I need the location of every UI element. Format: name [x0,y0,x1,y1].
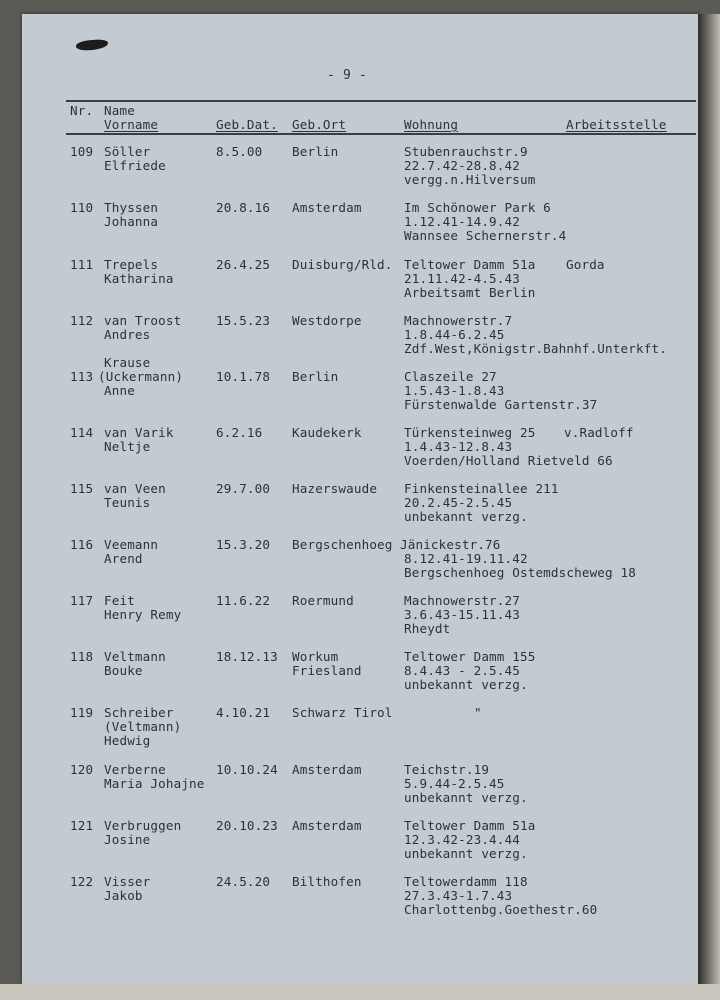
entry-residence-period: 22.7.42-28.8.42 [404,158,520,173]
entry-address: Im Schönower Park 6 [404,200,551,215]
entry-name: Veltmann [104,649,166,664]
entry-birth-date: 20.10.23 [216,818,278,833]
entry-residence-period: 27.3.43-1.7.43 [404,888,513,903]
entry-name: van Veen [104,481,166,496]
entry-birth-date: 6.2.16 [216,425,263,440]
entry-name-secondary: (Veltmann) [104,719,182,734]
entry-birth-date: 10.10.24 [216,762,278,777]
entry-birth-date: 15.5.23 [216,313,271,328]
entry-birth-place: Bilthofen [292,874,362,889]
entry-vorname: Anne [104,383,135,398]
entry-address: " [474,705,482,720]
entry-number: 117 [70,593,94,608]
entry-residence-note: unbekannt verzg. [404,509,528,524]
entry-name: Verbruggen [104,818,182,833]
entry-number: 110 [70,200,94,215]
entry-residence-period: 5.9.44-2.5.45 [404,776,505,791]
entry-birth-date: 18.12.13 [216,649,278,664]
entry-residence-note: Wannsee Schernerstr.4 [404,228,567,243]
entry-birth-place: Schwarz Tirol [292,705,393,720]
entry-number: 119 [70,705,94,720]
entry-workplace: Gorda [566,257,605,272]
entry-residence-note: unbekannt verzg. [404,677,528,692]
entry-name: (Uckermann) [98,369,184,384]
entry-residence-note: unbekannt verzg. [404,846,528,861]
entry-birth-place: Roermund [292,593,354,608]
page-number: - 9 - [327,68,367,83]
entry-vorname: Bouke [104,663,143,678]
entry-birth-place: Amsterdam [292,818,362,833]
entry-birth-place: Kaudekerk [292,425,362,440]
entry-vorname: Elfriede [104,158,166,173]
entry-birth-date: 10.1.78 [216,369,271,384]
entry-vorname: Maria Johajne [104,776,205,791]
entry-birth-place: Duisburg/Rld. [292,257,393,272]
entry-birth-date: 15.3.20 [216,537,271,552]
header-geb-dat: Geb.Dat. [216,117,278,132]
entry-address: Finkensteinallee 211 [404,481,559,496]
entry-name: Visser [104,874,151,889]
entry-residence-period: 8.4.43 - 2.5.45 [404,663,520,678]
entry-residence-note: Arbeitsamt Berlin [404,285,536,300]
scan-background-edge [698,14,720,1000]
entry-vorname: Henry Remy [104,607,182,622]
entry-name: Trepels [104,257,159,272]
entry-number: 122 [70,874,94,889]
entry-vorname: Johanna [104,214,159,229]
entry-birth-place: Berlin [292,144,339,159]
entry-residence-note: unbekannt verzg. [404,790,528,805]
header-bottom-rule [66,133,696,135]
entry-birth-place: Hazerswaude [292,481,378,496]
entry-residence-note: Rheydt [404,621,451,636]
entry-birth-place-region: Friesland [292,663,362,678]
header-arbeitsstelle: Arbeitsstelle [566,117,667,132]
entry-number: 118 [70,649,94,664]
entry-name: Thyssen [104,200,159,215]
entry-residence-period: 1.8.44-6.2.45 [404,327,505,342]
entry-residence-note: Charlottenbg.Goethestr.60 [404,902,598,917]
entry-workplace: v.Radloff [564,425,634,440]
entry-vorname: Neltje [104,439,151,454]
entry-address: Stubenrauchstr.9 [404,144,528,159]
entry-birth-date: 24.5.20 [216,874,271,889]
entry-residence-note: vergg.n.Hilversum [404,172,536,187]
entry-number: 120 [70,762,94,777]
entry-birth-place: Amsterdam [292,762,362,777]
entry-vorname: Hedwig [104,733,151,748]
entry-residence-period: 21.11.42-4.5.43 [404,271,520,286]
entry-number: 113 [70,369,94,384]
entry-residence-period: 1.5.43-1.8.43 [404,383,505,398]
entry-birth-date: 29.7.00 [216,481,271,496]
entry-birth-place: Bergschenhoeg [292,537,393,552]
entry-birth-date: 26.4.25 [216,257,271,272]
entry-residence-period: 1.4.43-12.8.43 [404,439,513,454]
entry-number: 116 [70,537,94,552]
entry-number: 112 [70,313,94,328]
entry-address: Teltower Damm 51a [404,818,536,833]
entry-number: 115 [70,481,94,496]
entry-address: Machnowerstr.27 [404,593,520,608]
entry-name: Schreiber [104,705,174,720]
entry-address: Teltowerdamm 118 [404,874,528,889]
header-vorname: Vorname [104,117,159,132]
entry-residence-period: 12.3.42-23.4.44 [404,832,520,847]
entry-residence-period: 20.2.45-2.5.45 [404,495,513,510]
scan-background-bottom [0,984,720,1000]
entry-address: Jänickestr.76 [400,537,501,552]
entry-vorname: Josine [104,832,151,847]
header-name: Name [104,103,135,118]
entry-residence-period: 8.12.41-19.11.42 [404,551,528,566]
entry-name-prefix: Krause [104,355,151,370]
entry-residence-note: Voerden/Holland Rietveld 66 [404,453,613,468]
entry-residence-period: 1.12.41-14.9.42 [404,214,520,229]
entry-residence-period: 3.6.43-15.11.43 [404,607,520,622]
entry-name: van Troost [104,313,182,328]
entry-number: 109 [70,144,94,159]
entry-residence-note: Fürstenwalde Gartenstr.37 [404,397,598,412]
header-wohnung: Wohnung [404,117,459,132]
header-geb-ort: Geb.Ort [292,117,347,132]
entry-address: Machnowerstr.7 [404,313,513,328]
entry-name: Söller [104,144,151,159]
entry-birth-date: 11.6.22 [216,593,271,608]
entry-vorname: Teunis [104,495,151,510]
header-nr: Nr. [70,103,94,118]
entry-vorname: Jakob [104,888,143,903]
entry-name: Verberne [104,762,166,777]
entry-vorname: Arend [104,551,143,566]
entry-number: 111 [70,257,94,272]
entry-residence-note: Zdf.West,Königstr.Bahnhf.Unterkft. [404,341,667,356]
entry-name: Feit [104,593,135,608]
entry-birth-place: Workum [292,649,339,664]
entry-vorname: Katharina [104,271,174,286]
entry-birth-place: Amsterdam [292,200,362,215]
entry-birth-date: 20.8.16 [216,200,271,215]
entry-name: Veemann [104,537,159,552]
entry-birth-place: Westdorpe [292,313,362,328]
entry-name: van Varik [104,425,174,440]
entry-birth-place: Berlin [292,369,339,384]
entry-address: Türkensteinweg 25 [404,425,536,440]
entry-vorname: Andres [104,327,151,342]
entry-address: Teltower Damm 51a [404,257,536,272]
entry-number: 114 [70,425,94,440]
entry-address: Teltower Damm 155 [404,649,536,664]
header-top-rule [66,100,696,102]
entry-number: 121 [70,818,94,833]
entry-birth-date: 8.5.00 [216,144,263,159]
entry-address: Claszeile 27 [404,369,497,384]
entry-birth-date: 4.10.21 [216,705,271,720]
entry-residence-note: Bergschenhoeg Ostemdscheweg 18 [404,565,636,580]
entry-address: Teichstr.19 [404,762,490,777]
